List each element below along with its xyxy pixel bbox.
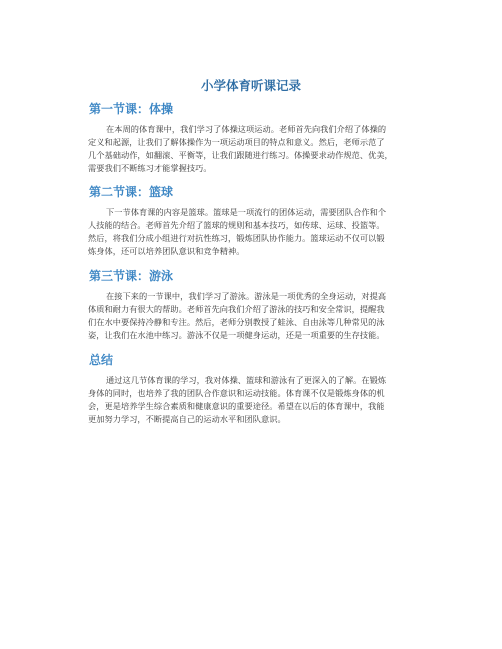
paragraph-line: 更加努力学习，不断提高自己的运动水平和团队意识。 xyxy=(88,414,286,424)
paragraph-line: 们在水中要保持冷静和专注。然后，老师分别教授了蛙泳、自由泳等几种常见的泳 xyxy=(88,317,385,327)
section-heading-basketball: 第二节课：篮球 xyxy=(89,185,174,199)
paragraph-line: 炼身体，还可以培养团队意识和竞争精神。 xyxy=(88,246,245,256)
paragraph-line: 在接下来的一节课中，我们学习了游泳。游泳是一项优秀的全身运动，对提高 xyxy=(106,291,387,301)
paragraph-line: 会，更是培养学生综合素质和健康意识的重要途径。希望在以后的体育课中，我能 xyxy=(88,401,385,411)
paragraph-line: 然后，将我们分成小组进行对抗性练习，锻炼团队协作能力。篮球运动不仅可以锻 xyxy=(88,233,385,243)
paragraph-line: 在本周的体育课中，我们学习了体操这项运动。老师首先向我们介绍了体操的 xyxy=(106,124,387,134)
document-title: 小学体育听课记录 xyxy=(200,78,301,93)
paragraph-line: 需要我们不断练习才能掌握技巧。 xyxy=(88,163,212,173)
paragraph-line: 人技能的结合。老师首先介绍了篮球的规则和基本技巧，如传球、运球、投篮等。 xyxy=(88,220,385,230)
paragraph-line: 下一节体育课的内容是篮球。篮球是一项流行的团体运动，需要团队合作和个 xyxy=(106,207,387,217)
paragraph-line: 通过这几节体育课的学习，我对体操、篮球和游泳有了更深入的了解。在锻炼 xyxy=(106,375,387,385)
section-heading-gymnastics: 第一节课：体操 xyxy=(89,102,174,116)
section-heading-summary: 总结 xyxy=(89,353,114,367)
paragraph-line: 身体的同时，也培养了我的团队合作意识和运动技能。体育课不仅是锻炼身体的机 xyxy=(88,388,385,398)
paragraph-line: 几个基础动作，如翻滚、平衡等，让我们跟随进行练习。体操要求动作规范、优美， xyxy=(88,150,393,160)
paragraph-line: 定义和起源，让我们了解体操作为一项运动项目的特点和意义。然后，老师示范了 xyxy=(88,137,385,147)
paragraph-line: 体质和耐力有很大的帮助。老师首先向我们介绍了游泳的技巧和安全常识，提醒我 xyxy=(88,304,385,314)
paragraph-line: 姿，让我们在水池中练习。游泳不仅是一项健身运动，还是一项重要的生存技能。 xyxy=(88,330,385,340)
section-heading-swimming: 第三节课：游泳 xyxy=(89,269,174,283)
